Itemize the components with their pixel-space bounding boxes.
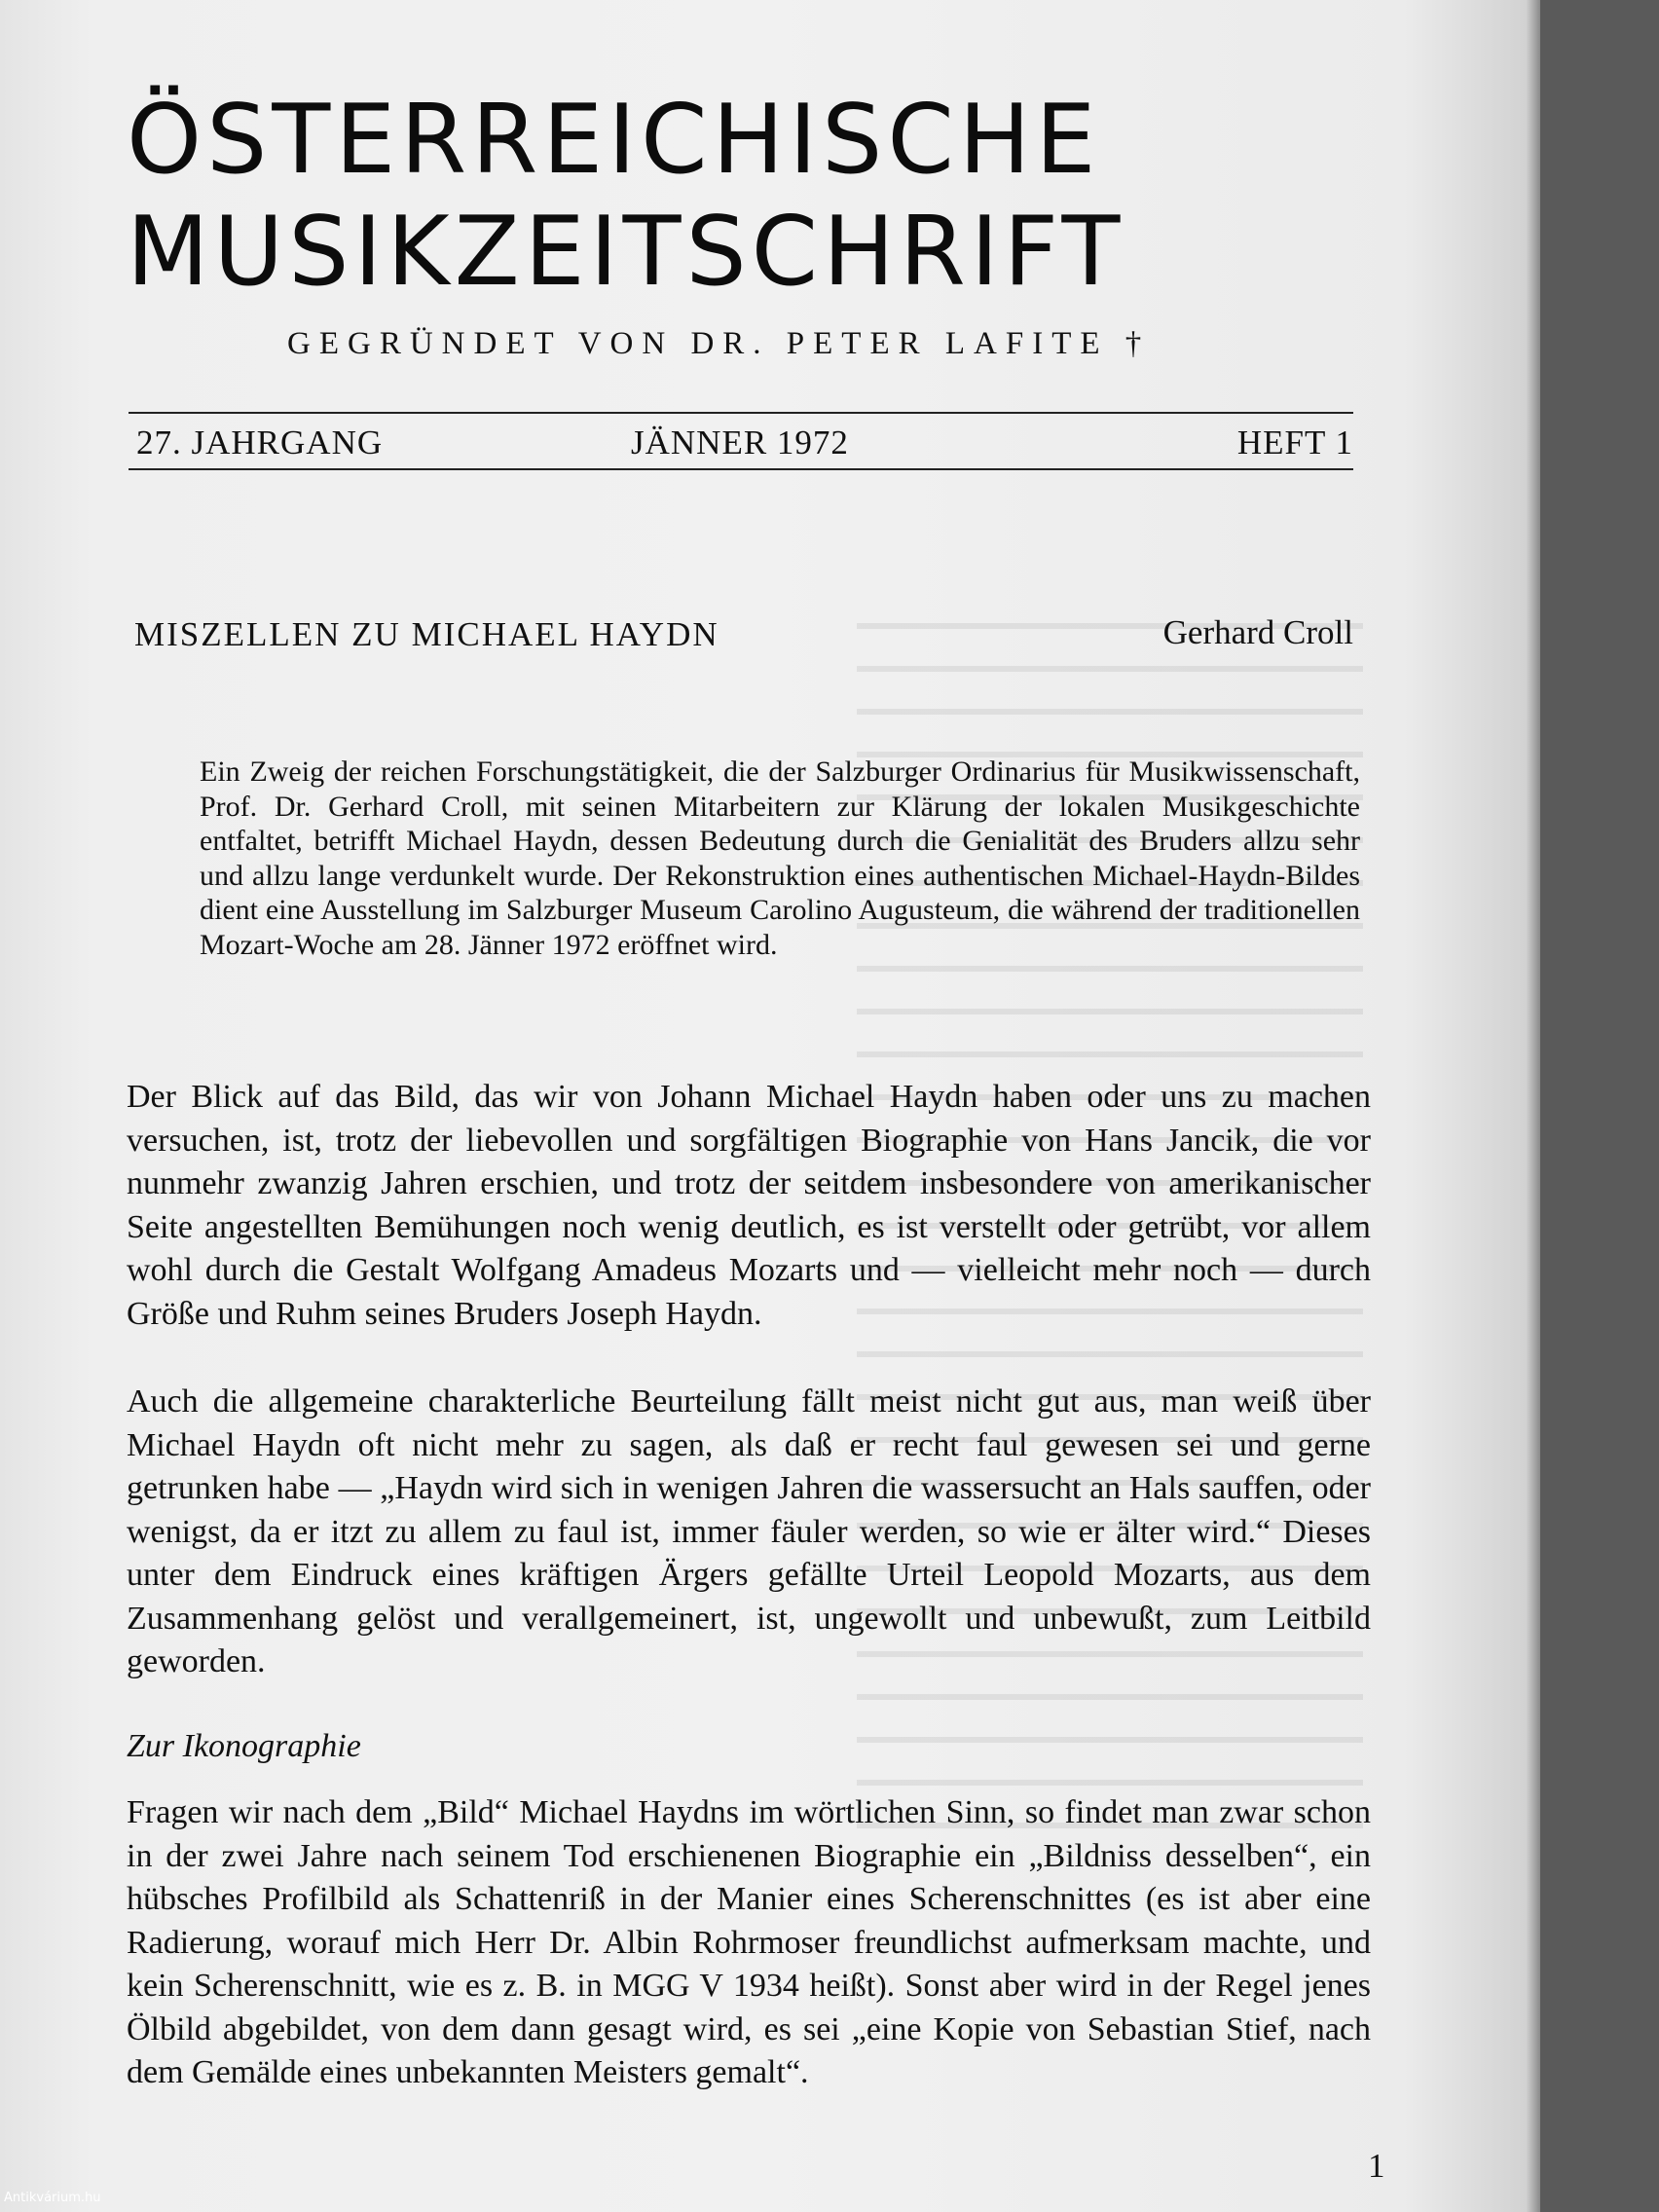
founder-line: GEGRÜNDET VON DR. PETER LAFITE † (287, 326, 1151, 361)
body-paragraph-1: Der Blick auf das Bild, das wir von Johann Michael Haydn haben oder uns zu machen versuchen, ist, trotz der liebevollen und sorgfältigen Biographie von Hans Jancik, die vor nunmehr zwanzig Jahren erschien, und trotz der seitdem insbesondere von amerikanischer Seite angestellten Bemühungen noch wenig deutlich, es ist verstellt oder getrübt, vor allem wohl durch die Gestalt Wolfgang Amadeus Mozarts und — vielleicht mehr noch — durch Größe und Ruhm seines Bruders Joseph Haydn. (127, 1079, 1371, 1332)
page-number: 1 (1368, 2147, 1385, 2185)
section-heading: Zur Ikonographie (127, 1728, 361, 1764)
issue-number: HEFT 1 (1236, 424, 1353, 461)
header-rule-top (129, 412, 1353, 414)
article-abstract: Ein Zweig der reichen Forschungstätigkeit, die der Salzburger Ordinarius für Musikwissenschaft, Prof. Dr. Gerhard Croll, mit seinen Mitarbeitern zur Klärung der lokalen Musikgeschichte entfaltet, betrifft Michael Haydn, dessen Bedeutung durch die Genialität des Bruders allzu sehr und allzu lange verdunkelt wurde. Der Rekonstruktion eines authentischen Michael-Haydn-Bildes dient eine Ausstellung im Salzburger Museum Carolino Augusteum, die während der traditionellen Mozart-Woche am 28. Jänner 1972 eröffnet wird. (200, 756, 1360, 961)
article-author: Gerhard Croll (1162, 613, 1353, 651)
header-rule-bottom (129, 468, 1353, 470)
page-edge-shadow (1527, 0, 1540, 2212)
masthead-title-line-1: ÖSTERREICHISCHE (127, 85, 1101, 196)
body-paragraph-3: Fragen wir nach dem „Bild“ Michael Haydns im wörtlichen Sinn, so findet man zwar schon in der zwei Jahre nach seinem Tod erschienenen Biographie ein „Bildniss desselben“, ein hübsches Profilbild als Schattenriß in der Manier eines Scherenschnittes (es ist aber eine Radierung, worauf mich Herr Dr. Albin Rohrmoser freundlichst aufmerksam machte, und kein Scherenschnitt, wie es z. B. in MGG V 1934 heißt). Sonst aber wird in der Regel jenes Ölbild abgebildet, von dem dann gesagt wird, es sei „eine Kopie von Sebastian Stief, nach dem Gemälde eines unbekannten Meisters gemalt“. (127, 1794, 1371, 2090)
article-title: MISZELLEN ZU MICHAEL HAYDN (134, 615, 719, 653)
watermark: Antikvárium.hu (4, 2191, 101, 2205)
issue-date: JÄNNER 1972 (631, 424, 849, 461)
masthead-title-line-2: MUSIKZEITSCHRIFT (127, 197, 1125, 308)
issue-volume: 27. JAHRGANG (136, 424, 384, 461)
body-paragraph-2: Auch die allgemeine charakterliche Beurteilung fällt meist nicht gut aus, man weiß über Michael Haydn oft nicht mehr zu sagen, als daß er recht faul gewesen sei und gerne getrunken habe — „Haydn wird sich in wenigen Jahren die wassersucht an Hals sauffen, oder wenigst, da er itzt zu allem zu faul ist, immer fäuler werden, so wie er älter wird.“ Dieses unter dem Eindruck eines kräftigen Ärgers gefällte Urteil Leopold Mozarts, aus dem Zusammenhang gelöst und verallgemeinert, ist, ungewollt und unbewußt, zum Leitbild geworden. (127, 1383, 1371, 1679)
